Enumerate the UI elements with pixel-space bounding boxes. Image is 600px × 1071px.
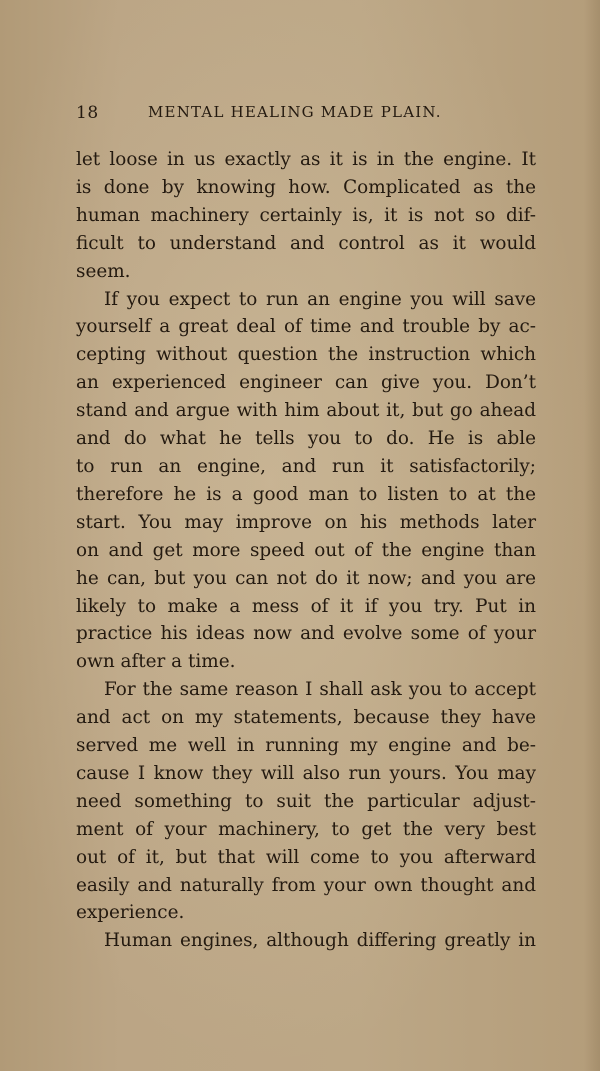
text-line: is done by knowing how. Complicated as the <box>76 176 536 198</box>
paragraph <box>76 286 536 677</box>
text-line: Human engines, although differing greatly in <box>104 930 536 952</box>
text-line: start. You may improve on his methods later <box>76 511 536 533</box>
paragraph <box>76 146 536 286</box>
text-line: served me well in running my engine and be- <box>76 735 536 757</box>
text-line: human machinery certainly is, it is not so dif- <box>76 204 536 226</box>
text-line: let loose in us exactly as it is in the engine. It <box>76 149 536 170</box>
text-line: he can, but you can not do it now; and you are <box>76 567 536 589</box>
text-line: therefore he is a good man to listen to at the <box>76 483 536 505</box>
text-line: on and get more speed out of the engine than <box>76 539 536 561</box>
text-line: For the same reason I shall ask you to accept <box>104 679 536 701</box>
text-line: cause I know they will also run yours. You may <box>76 762 536 784</box>
body-text <box>76 146 536 955</box>
text-line: an experienced engineer can give you. Don’t <box>76 372 536 394</box>
page-header <box>76 103 536 129</box>
text-line: stand and argue with him about it, but go ahead <box>76 400 536 422</box>
text-line: need something to suit the particular adjust- <box>76 790 536 812</box>
text-line: own after a time. <box>76 651 236 673</box>
text-line: out of it, but that will come to you afterward <box>76 846 536 868</box>
page-edge-shadow <box>584 0 600 1071</box>
text-line: and act on my statements, because they have <box>76 707 536 729</box>
text-line: ficult to understand and control as it would <box>76 232 536 254</box>
text-line: to run an engine, and run it satisfactorily; <box>76 455 536 477</box>
paragraph <box>76 927 536 955</box>
text-line: cepting without question the instruction which <box>76 344 536 366</box>
text-line: likely to make a mess of it if you try. Put in <box>76 595 536 617</box>
text-line: practice his ideas now and evolve some of your <box>76 623 536 645</box>
text-line: ment of your machinery, to get the very best <box>76 818 536 840</box>
text-line: yourself a great deal of time and trouble by ac- <box>76 316 536 338</box>
running-head: MENTAL HEALING MADE PLAIN. <box>148 103 442 121</box>
text-line: experience. <box>76 902 185 924</box>
text-line: If you expect to run an engine you will save <box>104 288 536 310</box>
paragraph <box>76 676 536 927</box>
text-line: seem. <box>76 260 131 282</box>
page-number: 18 <box>76 103 99 123</box>
text-line: and do what he tells you to do. He is able <box>76 428 536 450</box>
text-line: easily and naturally from your own thought and <box>76 874 536 896</box>
